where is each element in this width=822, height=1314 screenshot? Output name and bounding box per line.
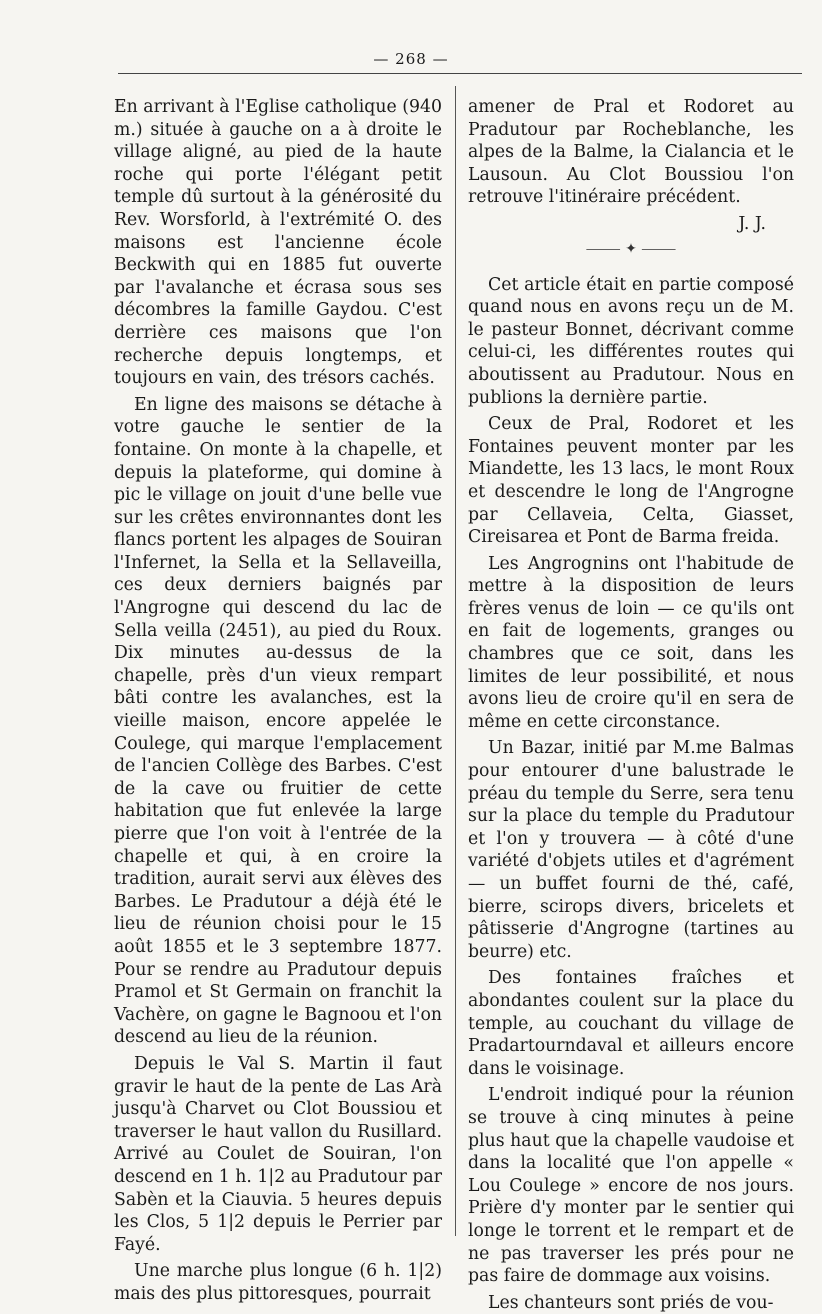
- paragraph: Depuis le Val S. Martin il faut gravir le haut de la pente de Las Arà jusqu'à Charvet ou Clot Boussiou et traverser le haut vallon du Rusillard. Arrivé au Coulet de Souiran, l'on descend en 1 h. 1|2 au Pradutour par Sabèn et la Ciauvia. 5 heures depuis les Clos, 5 1|2 depuis le Perrier par Fayé.: [114, 1053, 442, 1255]
- paragraph: Les Angrognins ont l'habitude de mettre à la disposition de leurs frères venus de loin — ce qu'ils ont en fait de logements, granges ou chambres que ce soit, dans les limites de leur possibilité, et nous avons lieu de croire qu'il en sera de même en cette circonstance.: [468, 553, 794, 732]
- right-column: [468, 96, 794, 1314]
- page-number: — 268 —: [373, 50, 449, 68]
- paragraph: Les chanteurs sont priés de vou-: [488, 1292, 774, 1313]
- paragraph: Une marche plus longue (6 h. 1|2) mais des plus pittoresques, pourrait: [114, 1261, 442, 1304]
- paragraph-continuation: amener de Pral et Rodoret au Pradutour par Rocheblanche, les alpes de la Balme, la Cialancia et le Lausoun. Au Clot Boussiou l'on retrouve l'itinéraire précédent.: [468, 97, 794, 208]
- section-ornament: ⸻ ✦ ⸻: [585, 240, 677, 257]
- paragraph: Ceux de Pral, Rodoret et les Fontaines peuvent monter par les Miandette, les 13 lacs, le mont Roux et descendre le long de l'Angrogne par Cellaveia, Celta, Giasset, Cireisarea et Pont de Barma freida.: [468, 414, 794, 548]
- author-signature: J. J.: [738, 213, 766, 234]
- column-divider: [455, 86, 456, 1236]
- paragraph: En ligne des maisons se détache à votre gauche le sentier de la fontaine. On monte à la chapelle, et depuis la plateforme, qui domine à pic le village on jouit d'une belle vue sur les crêtes environnantes dont les flancs portent les alpages de Souiran l'Infernet, la Sella et la Sellaveilla, ces deux derniers baignés par l'Angrogne qui descend du lac de Sella veilla (2451), au pied du Roux. Dix minutes au-dessus de la chapelle, près d'un vieux rempart bâti contre les avalanches, est la vieille maison, encore appelée le Coulege, qui marque l'emplacement de l'ancien Collège des Barbes. C'est de la cave ou fruitier de cette habitation que fut enlevée la large pierre que l'on voit à l'entrée de la chapelle et qui, à en croire la tradition, aurait servi aux élèves des Barbes. Le Pradutour a déjà été le lieu de réunion choisi pour le 15 août 1855 et le 3 septembre 1877. Pour se rendre au Pradutour depuis Pramol et St Germain on franchit la Vachère, on gagne le Bagnoou et l'on descend au lieu de la réunion.: [114, 394, 442, 1048]
- paragraph: L'endroit indiqué pour la réunion se trouve à cinq minutes à peine plus haut que la chapelle vaudoise et dans la localité que l'on appelle « Lou Coulege » encore de nos jours. Prière d'y monter par le sentier qui longe le torrent et le rempart et de ne pas traverser les prés pour ne pas faire de dommage aux voisins.: [468, 1085, 794, 1287]
- paragraph: Cet article était en partie composé quand nous en avons reçu un de M. le pasteur Bonnet, décrivant comme celui-ci, les différentes routes qui aboutissent au Pradutour. Nous en publions la dernière partie.: [468, 274, 794, 408]
- header-rule: [118, 73, 802, 74]
- paragraph: Un Bazar, initié par M.me Balmas pour entourer d'une balustrade le préau du temple du Serre, sera tenu sur la place du temple du Pradutour et l'on y trouvera — à côté d'une variété d'objets utiles et d'agrément — un buffet fourni de thé, café, bierre, scirops divers, bricelets et pâtisserie d'Angrogne (tartines au beurre) etc.: [468, 738, 794, 962]
- paragraph: Des fontaines fraîches et abondantes coulent sur la place du temple, au couchant du village de Pradartourndaval et ailleurs encore dans le voisinage.: [468, 968, 794, 1079]
- paragraph: En arrivant à l'Eglise catholique (940 m.) située à gauche on a à droite le village aligné, au pied de la haute roche qui porte l'élégant petit temple dû surtout à la générosité du Rev. Worsforld, à l'extrémité O. des maisons est l'ancienne école Beckwith qui en 1885 fut ouverte par l'avalanche et écrasa sous ses décombres la famille Gaydou. C'est derrière ces maisons que l'on recherche depuis longtemps, et toujours en vain, des trésors cachés.: [114, 97, 442, 389]
- left-column: [114, 96, 442, 1305]
